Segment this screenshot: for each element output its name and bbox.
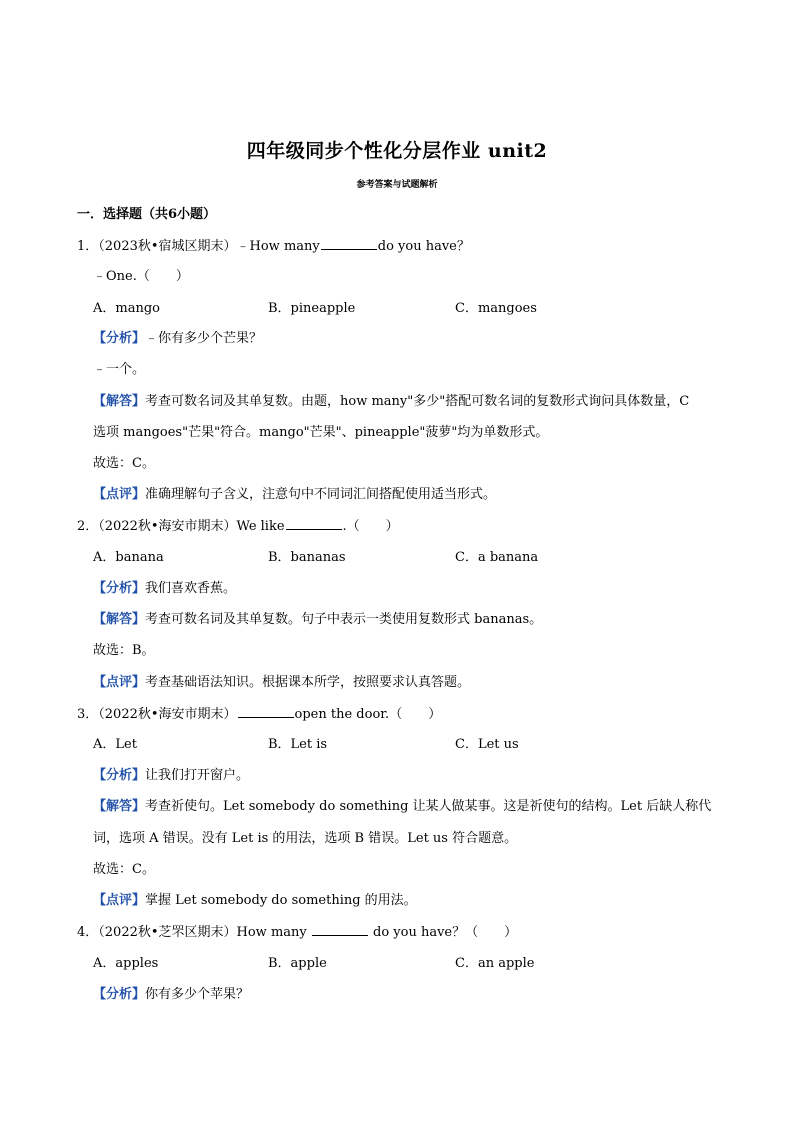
question-3-analysis xyxy=(93,767,249,785)
analysis-text: 你有多少个苹果？ xyxy=(145,987,250,1002)
question-3-prefix: 3．（2022秋•海安市期末） xyxy=(77,707,237,722)
answer-text: 考查可数名词及其单复数。句子中表示一类使用复数形式 bananas。 xyxy=(145,612,543,627)
option-b: B．bananas xyxy=(268,550,346,565)
question-3-answer xyxy=(93,798,711,816)
comment-label: 【点评】 xyxy=(93,893,146,908)
question-3-answer-2: 词，选项 A 错误。没有 Let is 的用法，选项 B 错误。Let us 符合题意。 xyxy=(93,831,518,846)
question-2-comment xyxy=(93,674,470,692)
question-2-stem xyxy=(77,517,399,536)
comment-label: 【点评】 xyxy=(93,675,146,690)
question-1-comment xyxy=(93,486,496,504)
question-4-suffix: do you have？（ ） xyxy=(368,925,518,940)
analysis-label: 【分析】 xyxy=(93,768,146,783)
answer-text: 考查祈使句。Let somebody do something 让某人做某事。这是祈使句的结构。Let 后缺人称代 xyxy=(145,799,712,814)
question-4-stem xyxy=(77,923,517,942)
comment-label: 【点评】 xyxy=(93,487,146,502)
answer-label: 【解答】 xyxy=(93,612,146,627)
question-2-analysis xyxy=(93,580,236,598)
option-c: C．an apple xyxy=(455,956,535,971)
question-2-suffix: .（ ） xyxy=(342,519,399,534)
question-1-answer xyxy=(93,393,689,411)
option-a: A．Let xyxy=(93,737,137,752)
answer-text: 考查可数名词及其单复数。由题，how many"多少"搭配可数名词的复数形式询问具体数量，C xyxy=(145,394,690,409)
question-2-choice: 故选：B。 xyxy=(93,643,155,658)
answer-blank xyxy=(286,517,342,530)
option-a: A．apples xyxy=(93,956,159,971)
question-1-line2: ﹣One.（ ） xyxy=(93,269,189,284)
answer-label: 【解答】 xyxy=(93,799,146,814)
section-heading: 一．选择题（共6小题） xyxy=(77,207,217,222)
option-c: C．a banana xyxy=(455,550,539,565)
question-3-stem xyxy=(77,705,441,724)
page-title: 四年级同步个性化分层作业 unit2 xyxy=(246,140,548,162)
answer-label: 【解答】 xyxy=(93,394,146,409)
option-a: A．mango xyxy=(93,301,160,316)
question-1-stem xyxy=(77,237,470,256)
question-2-prefix: 2．（2022秋•海安市期末）We like xyxy=(77,519,285,534)
question-2-options xyxy=(93,549,693,567)
question-3-options xyxy=(93,736,693,754)
option-c: C．Let us xyxy=(455,737,519,752)
analysis-label: 【分析】 xyxy=(93,987,146,1002)
option-b: B．Let is xyxy=(268,737,328,752)
question-1-answer-2: 选项 mangoes"芒果"符合。mango"芒果"、pineapple"菠萝"均为单数形式。 xyxy=(93,425,549,440)
answer-blank xyxy=(238,705,294,718)
comment-text: 考查基础语法知识。根据课本所学，按照要求认真答题。 xyxy=(145,675,471,690)
question-3-suffix: open the door.（ ） xyxy=(294,707,442,722)
analysis-label: 【分析】 xyxy=(93,331,146,346)
option-b: B．pineapple xyxy=(268,301,356,316)
comment-text: 准确理解句子含义，注意句中不同词汇间搭配使用适当形式。 xyxy=(145,487,497,502)
analysis-text: 让我们打开窗户。 xyxy=(145,768,250,783)
question-2-answer xyxy=(93,611,542,629)
analysis-label: 【分析】 xyxy=(93,581,146,596)
question-1-analysis xyxy=(93,330,262,348)
question-1-analysis-2: ﹣一个。 xyxy=(93,362,146,377)
option-c: C．mangoes xyxy=(455,301,537,316)
comment-text: 掌握 Let somebody do something 的用法。 xyxy=(145,893,417,908)
question-4-prefix: 4．（2022秋•芝罘区期末）How many xyxy=(77,925,311,940)
analysis-text: 我们喜欢香蕉。 xyxy=(145,581,237,596)
answer-blank xyxy=(321,237,377,250)
page-subtitle: 参考答案与试题解析 xyxy=(356,180,438,190)
analysis-text: ﹣你有多少个芒果？ xyxy=(145,331,263,346)
answer-blank xyxy=(312,923,368,936)
question-3-choice: 故选：C。 xyxy=(93,862,155,877)
question-1-prefix: 1．（2023秋•宿城区期末）﹣How many xyxy=(77,239,320,254)
question-1-choice: 故选：C。 xyxy=(93,456,155,471)
question-1-suffix: do you have？ xyxy=(377,239,470,254)
question-3-comment xyxy=(93,892,417,910)
question-1-options xyxy=(93,300,693,318)
option-a: A．banana xyxy=(93,550,164,565)
option-b: B．apple xyxy=(268,956,327,971)
question-4-options xyxy=(93,955,693,973)
question-4-analysis xyxy=(93,986,249,1004)
